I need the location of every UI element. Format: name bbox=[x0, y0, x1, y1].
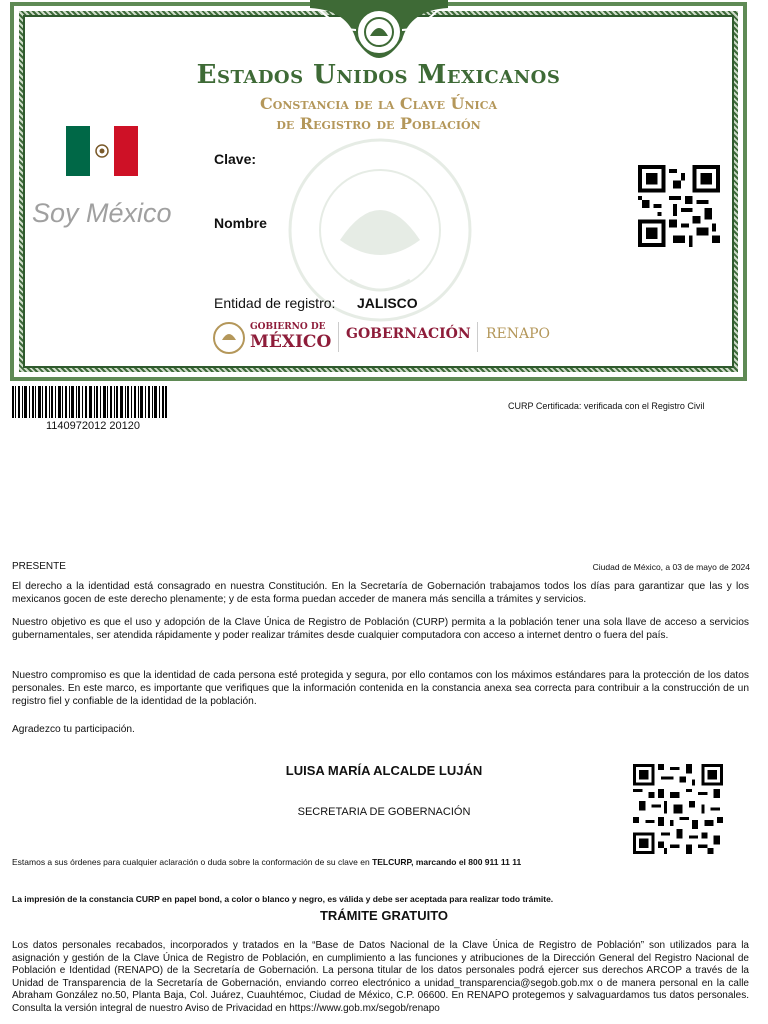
closing: Agradezco tu participación. bbox=[12, 724, 135, 735]
national-crest-icon bbox=[310, 0, 448, 60]
certification-note: CURP Certificada: verificada con el Registro Civil bbox=[508, 401, 705, 411]
barcode-icon bbox=[12, 386, 167, 418]
telcurp-phone: TELCURP, marcando el 800 911 11 11 bbox=[372, 857, 522, 867]
curp-certificate bbox=[10, 2, 747, 381]
logo-divider bbox=[338, 322, 339, 352]
barcode-number: 1140972012 20120 bbox=[46, 420, 141, 432]
contact-text: Estamos a sus órdenes para cualquier aclaración o duda sobre la conformación de su clave en bbox=[12, 857, 370, 867]
paragraph-1: El derecho a la identidad está consagrado en nuestra Constitución. En la Secretaría de Gobernación trabajamos todos los días para garantizar que las y los mexicanos gocen de este derecho plenamente; y de esta forma puedan acceder de manera más sencilla a trámites y servicios. bbox=[12, 581, 749, 605]
gobernacion-logo: GOBERNACIÓN bbox=[346, 326, 471, 342]
gobierno-line2: MÉXICO bbox=[250, 332, 332, 352]
qr-code-icon bbox=[633, 760, 723, 858]
contact-line bbox=[12, 857, 521, 867]
print-validity-note: La impresión de la constancia CURP en papel bond, a color o blanco y negro, es válida y debe ser aceptada para realizar todo trámite. bbox=[12, 894, 554, 904]
greeting: PRESENTE bbox=[12, 561, 66, 572]
paragraph-3: Nuestro compromiso es que la identidad de cada persona esté protegida y segura, por ello contamos con los máximos estándares para la protección de los datos personales. En este marco, es importante que verifiques que la información contenida en la constancia anexa sea correcta para contribuir a la construcción de un registro fiel y confiable de la identidad de la población. bbox=[12, 670, 749, 707]
free-procedure-notice: TRÁMITE GRATUITO bbox=[319, 908, 449, 923]
gobierno-line1: GOBIERNO DE bbox=[250, 322, 326, 332]
signer-title: SECRETARIA DE GOBERNACIÓN bbox=[297, 806, 471, 818]
country-title: Estados Unidos Mexicanos bbox=[196, 60, 561, 90]
document-title-line2: de Registro de Población bbox=[276, 114, 481, 133]
signer-name: LUISA MARÍA ALCALDE LUJÁN bbox=[285, 763, 483, 778]
entidad-label: Entidad de registro: bbox=[214, 295, 336, 311]
renapo-logo: RENAPO bbox=[486, 326, 551, 342]
nombre-label: Nombre bbox=[214, 215, 267, 231]
place-date: Ciudad de México, a 03 de mayo de 2024 bbox=[592, 562, 750, 572]
qr-code-icon bbox=[638, 162, 720, 250]
slogan: Soy México bbox=[32, 198, 172, 228]
mexico-flag-icon bbox=[66, 126, 138, 176]
logo-divider bbox=[477, 322, 478, 352]
document-title-line1: Constancia de la Clave Única bbox=[260, 94, 497, 113]
privacy-notice: Los datos personales recabados, incorporados y tratados en la “Base de Datos Nacional de la Clave Única de Registro de Población” son utilizados para la asignación y gestión de la Clave Única de Registro de Población, en cumplimiento a las funciones y atribuciones de la Dirección General del Registro Nacional de Población e Identidad (RENAPO) de la Secretaría de Gobernación. La persona titular de los datos personales podrá ejercer sus derechos ARCOP a través de la Unidad de Transparencia de la Secretaría de Gobernación, enviando correo electrónico a unidad_transparencia@segob.gob.mx o de manera personal en la calle Abraham González no.50, Planta Baja, Col. Juárez, Cuauhtémoc, Ciudad de México, C.P. 06600. En RENAPO protegemos y salvaguardamos tus datos personales. Consulta la versión integral de nuestro Aviso de Privacidad en https://www.gob.mx/segob/renapo bbox=[12, 940, 749, 1014]
entidad-value: JALISCO bbox=[357, 295, 418, 311]
clave-label: Clave: bbox=[214, 151, 257, 167]
paragraph-2: Nuestro objetivo es que el uso y adopción de la Clave Única de Registro de Población (CURP) permita a la población tener una sola llave de acceso a servicios gubernamentales, ser atendida rápidamente y poder realizar trámites desde cualquier computadora con acceso a internet dentro o fuera del país. bbox=[12, 617, 749, 641]
government-logos bbox=[212, 320, 552, 356]
gobierno-crest-icon bbox=[212, 320, 246, 356]
